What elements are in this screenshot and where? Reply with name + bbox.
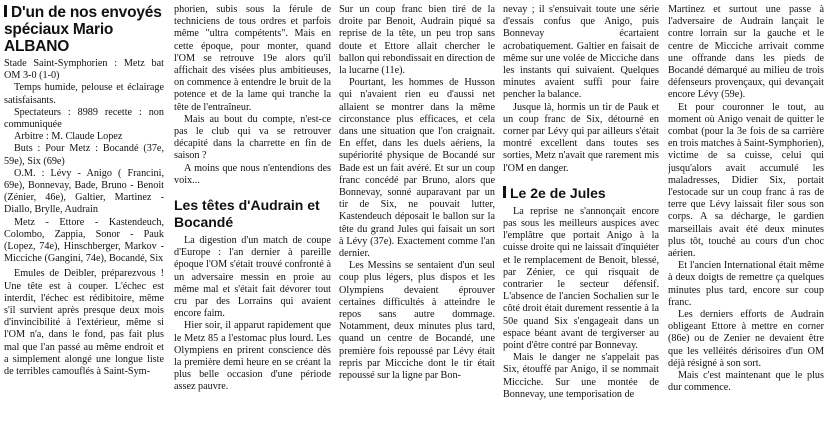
col4-p1: nevay ; il s'ensuivait toute une série d'essais confus que Anigo, puis Bonnevay écartaient acrobatiquement. Galtier en faisait de même sur une volée de Micciche dans les instants qui suivaient. Quelques minutes avaient suffi pour faire pencher la balance. — [503, 4, 659, 101]
heading-bar-icon — [4, 5, 7, 17]
match-info-om-lineup: O.M. : Lévy - Anigo ( Francini, 69e), Bonnevay, Bade, Bruno - Benoit (Zénier, 46e), Galtier, Martinez - Diallo, Brylle, Audrain — [4, 167, 164, 216]
match-info-referee: Arbitre : M. Claude Lopez — [14, 131, 123, 143]
column-2 — [174, 4, 331, 444]
col3-p2: Pourtant, les hommes de Husson qui n'avaient rien eu d'aussi net allaient se montrer dans la même circonstance plus efficaces, et cela dans une situation que l'on craignait. En effet, dans les duels aériens, la supériorité physique de Bocandé sur Bade est un fait avéré. Et sur un coup franc concédé par Bruno, alors que Bonnevay, sonné auparavant par un tir de Six, ne pouvait lutter, Kastendeuch déposait le ballon sur la tête du grand Jules qui faisait un sort à Lévy (37e). Exactement comme l'an dernier. — [339, 77, 495, 260]
col5-p4: Les derniers efforts de Audrain obligeant Ettore à mettre en corner (86e) ou de Zenier ne devaient être que les velléités dérisoires d'un OM déjà résigné à son sort. — [668, 309, 824, 369]
subhead-tetes: Les têtes d'Audrain et Bocandé — [174, 197, 320, 231]
col5-p3: Et l'ancien International était même à deux doigts de remettre ça quelques minutes plus tard, encore sur coup franc. — [668, 260, 824, 308]
match-info-weather: Temps humide, pelouse et éclairage satisfaisants. — [4, 82, 164, 106]
subhead-bar-icon — [503, 186, 506, 198]
col1-body: Emules de Deibler, préparezvous ! Une tête est à couper. L'échec est interdit, l'échec est rédibitoire, même s'il survient après presque deux mois d'invincibilité à l'extérieur, même si l'OM n'a, dans le fond, pas fait plus mal que l'an passé au même endroit et a simplement alongé une longue liste de terribles camouflés à Saint-Sym- — [4, 268, 164, 378]
article-byline-heading — [4, 4, 164, 55]
col3-p3: Les Messins se sentaient d'un seul coup plus légers, plus dispos et les Olympiens devaient éprouver certaines difficultés à atteindre le repos sans autre dommage. Notamment, deux minutes plus tard, quand un centre de Bocandé, une première fois repoussé par Lévy était repris par Micciche dont le tir était repoussé sur la ligne par Bon- — [339, 260, 495, 382]
match-info-score: Stade Saint-Symphorien : Metz bat OM 3-0 (1-0) — [4, 58, 164, 82]
col5-p5: Mais c'est maintenant que le plus dur commence. — [668, 370, 824, 394]
byline-text: D'un de nos envoyés spéciaux Mario ALBANO — [4, 4, 162, 55]
col2-p1: phorien, subis sous la férule de techniciens de tous ordres et parfois même "ultra compétents". Mais en cette époque, pour monter, quand l'OM se retrouve 19e alors qu'il affichait des visées plus ambitieuses, on commence à entendre le bruit de la potence et de la lame qui tranche la tête de l'entraîneur. — [174, 4, 331, 113]
subhead-jules-text: Le 2e de Jules — [510, 184, 606, 201]
column-4 — [503, 4, 659, 444]
col2-p4: La digestion d'un match de coupe d'Europe : l'an dernier à pareille époque l'OM s'était trouvé confronté à un adversaire messin en proie au même mal et s'était fait dévorer tout cru par des Lorrains qui avaient encore faim. — [174, 235, 331, 320]
col4-p4: Mais le danger ne s'appelait pas Six, étouffé par Anigo, il se nommait Micciche. Sur une montée de Bonnevay, une temporisation de — [503, 352, 659, 400]
subhead-jules — [503, 185, 659, 202]
col2-p5: Hier soir, il apparut rapidement que le Metz 85 a l'estomac plus lourd. Les Olympiens en prirent conscience dès la première demi heure en se créant la plus belle occasion d'une période assez pauvre. — [174, 320, 331, 393]
col5-p1: Martinez et surtout une passe à l'adversaire de Audrain lançait le contre lorrain sur la gauche et le centre de Micciche arrivait comme une offrande dans les pieds de Bocandé démarqué au milieu de trois défenseurs provençaux, qui devançait encore Lévy (59e). — [668, 4, 824, 101]
match-info-metz-lineup: Metz - Ettore - Kastendeuch, Colombo, Zappia, Sonor - Pauk (Lopez, 74e), Hinschberger, Markov - Micciche (Gangini, 74e), Bocandé, Six — [4, 216, 164, 265]
col2-p3: A moins que nous n'entendions des voix... — [174, 162, 331, 186]
match-info-goals: Buts : Pour Metz : Bocandé (37e, 59e), Six (69e) — [4, 143, 164, 167]
col3-p1: Sur un coup franc bien tiré de la droite par Benoit, Audrain piqué sa reprise de la tête, un peu trop sans doute et Ettore allait chercher le ballon qui rebondissait en direction de la lucarne (11e). — [339, 4, 495, 77]
col5-p2: Et pour couronner le tout, au moment où Anigo venait de quitter le combat (pour la 3e fois de sa carrière en trois matches à Saint-Symphorien), victime de sa cuisse, celui qui jusqu'alors avait accumulé les maladresses, Didier Six, portait l'estocade sur un coup franc à ras de terre que Lévy laissait filer sous son corps. A sa décharge, le gardien marseillais avait été deux minutes plus tôt, touché au cours d'un choc aérien. — [668, 101, 824, 260]
col2-p2: Mais au bout du compte, n'est-ce pas le club qui va se retrouver décapité dans la charrette en fin de saison ? — [174, 113, 331, 162]
match-info-spectators: Spectateurs : 8989 recette : non communiquée — [4, 106, 164, 131]
col4-p3: La reprise ne s'annonçait encore pas sous les meilleurs auspices avec l'emplâtre que portait Anigo à la cuisse droite qui ne laissait d'inquiéter et le remplacement de Benoit, blessé, par Zénier, ce qui risquait de contrarier le secteur défensif. L'absence de l'ancien Sochalien sur le côté droit était durement ressentie à la 50e quand Six s'engageait dans un espace béant avant de tergiverser au point d'être contré par Bonnevay. — [503, 205, 659, 352]
col4-p2: Jusque là, hormis un tir de Pauk et un coup franc de Six, détourné en corner par Lévy qui par ailleurs s'était montré excellent dans toutes ses sorties, Metz n'avait que rarement mis l'OM en danger. — [503, 101, 659, 174]
column-5 — [668, 4, 824, 444]
column-1 — [4, 4, 164, 444]
column-3 — [339, 4, 495, 444]
